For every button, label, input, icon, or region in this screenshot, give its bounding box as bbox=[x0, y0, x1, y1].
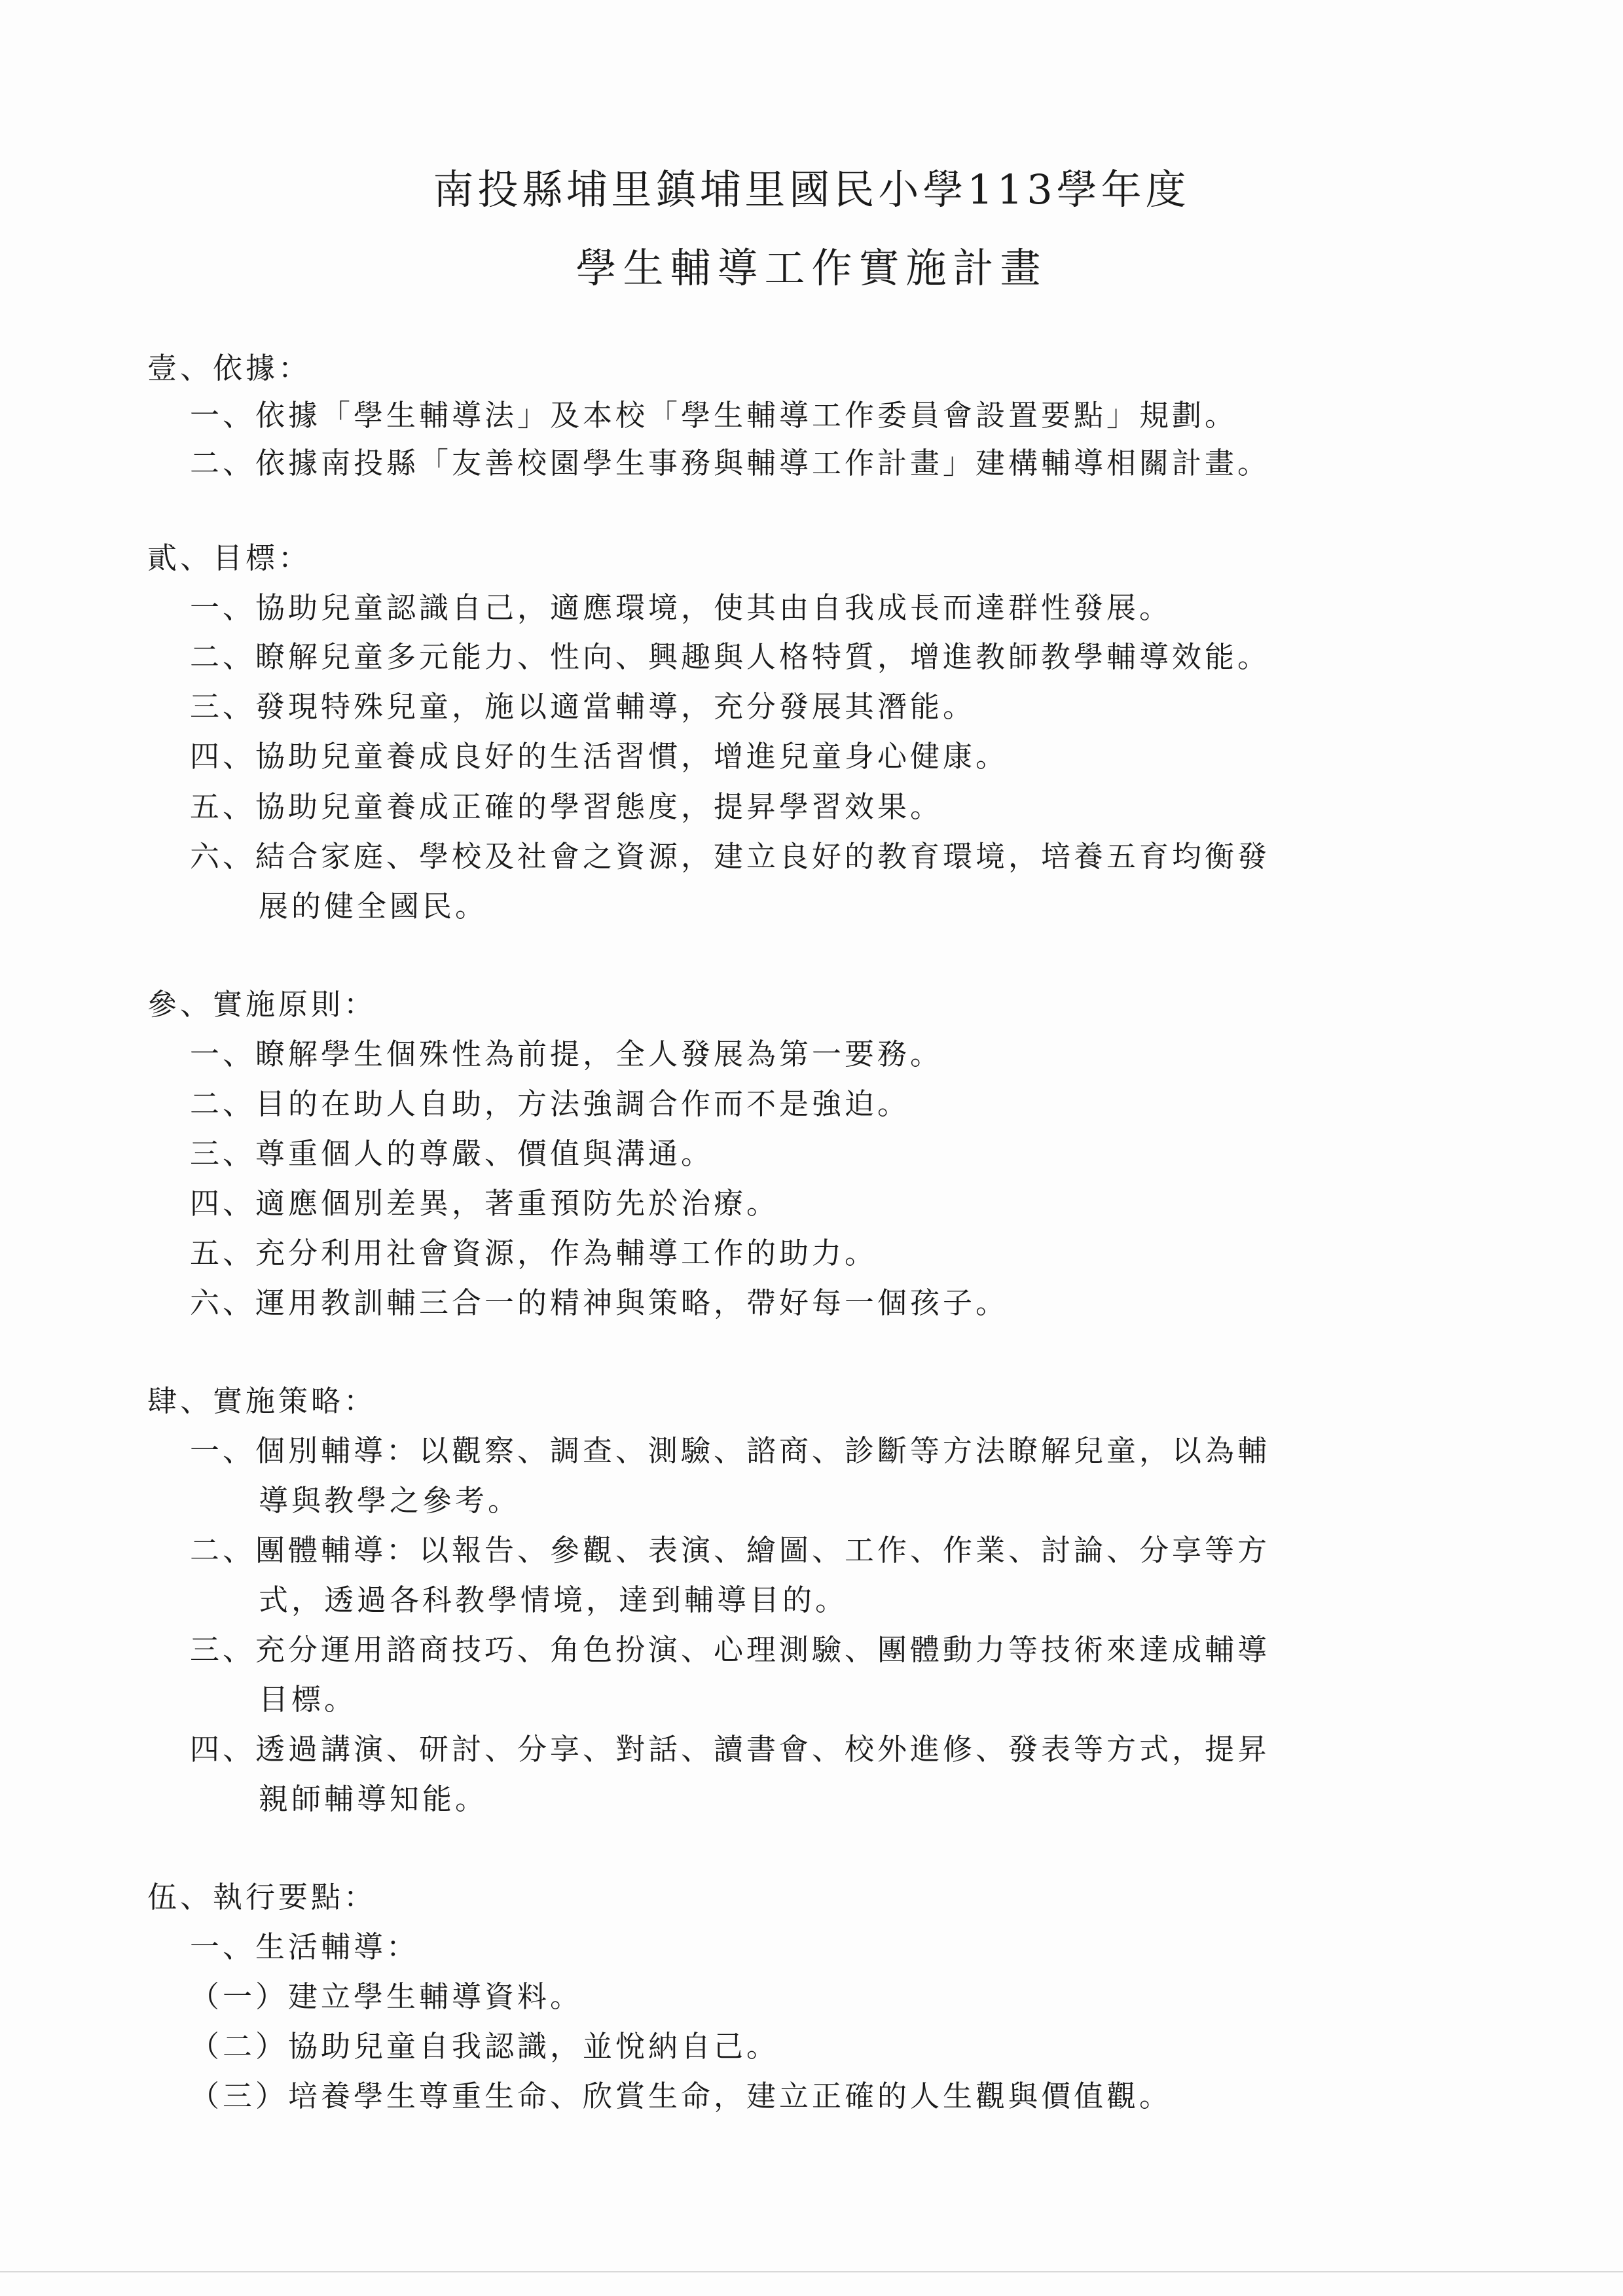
section-heading: 壹、依據： bbox=[147, 351, 312, 386]
document-title-line-1: 南投縣埔里鎮埔里國民小學113學年度 bbox=[433, 166, 1190, 213]
section-item: 一、瞭解學生個殊性為前提，全人發展為第一要務。 bbox=[190, 1037, 943, 1071]
section-item: 三、充分運用諮商技巧、角色扮演、心理測驗、團體動力等技術來達成輔導 bbox=[190, 1632, 1271, 1667]
section-item: 三、發現特殊兒童，施以適當輔導，充分發展其潛能。 bbox=[190, 689, 976, 724]
document-title-line-2: 學生輔導工作實施計畫 bbox=[575, 244, 1048, 292]
section-subitem: （三）培養學生尊重生命、欣賞生命，建立正確的人生觀與價值觀。 bbox=[190, 2079, 1173, 2113]
section-heading: 參、實施原則： bbox=[147, 987, 377, 1022]
section-item: 一、生活輔導： bbox=[190, 1929, 420, 1964]
section-item-continuation: 親師輔導知能。 bbox=[259, 1782, 488, 1816]
section-subitem: （二）協助兒童自我認識，並悅納自己。 bbox=[190, 2029, 780, 2064]
section-item: 五、充分利用社會資源，作為輔導工作的助力。 bbox=[190, 1236, 878, 1270]
section-item-continuation: 導與教學之參考。 bbox=[259, 1483, 521, 1518]
section-item: 二、團體輔導：以報告、參觀、表演、繪圖、工作、作業、討論、分享等方 bbox=[190, 1533, 1271, 1568]
section-item: 四、協助兒童養成良好的生活習慣，增進兒童身心健康。 bbox=[190, 739, 1009, 774]
section-subitem: （一）建立學生輔導資料。 bbox=[190, 1979, 583, 2014]
section-item: 二、瞭解兒童多元能力、性向、興趣與人格特質，增進教師教學輔導效能。 bbox=[190, 639, 1271, 674]
section-item: 六、運用教訓輔三合一的精神與策略，帶好每一個孩子。 bbox=[190, 1285, 1009, 1320]
section-item: 一、協助兒童認識自己，適應環境，使其由自我成長而達群性發展。 bbox=[190, 590, 1173, 625]
section-item: 四、透過講演、研討、分享、對話、讀書會、校外進修、發表等方式，提昇 bbox=[190, 1732, 1271, 1767]
section-heading: 伍、執行要點： bbox=[147, 1880, 377, 1914]
section-item: 二、目的在助人自助，方法強調合作而不是強迫。 bbox=[190, 1086, 911, 1121]
section-item: 六、結合家庭、學校及社會之資源，建立良好的教育環境，培養五育均衡發 bbox=[190, 839, 1271, 874]
section-item: 一、個別輔導：以觀察、調查、測驗、諮商、診斷等方法瞭解兒童，以為輔 bbox=[190, 1433, 1271, 1468]
section-item: 三、尊重個人的尊嚴、價值與溝通。 bbox=[190, 1136, 714, 1171]
section-item: 二、依據南投縣「友善校園學生事務與輔導工作計畫」建構輔導相關計畫。 bbox=[190, 446, 1271, 480]
scan-edge-divider bbox=[0, 2271, 1623, 2272]
section-item: 一、依據「學生輔導法」及本校「學生輔導工作委員會設置要點」規劃。 bbox=[190, 398, 1238, 433]
section-item-continuation: 式，透過各科教學情境，達到輔導目的。 bbox=[259, 1583, 848, 1617]
section-item: 四、適應個別差異，著重預防先於治療。 bbox=[190, 1186, 780, 1221]
section-item-continuation: 展的健全國民。 bbox=[259, 889, 488, 924]
section-heading: 肆、實施策略： bbox=[147, 1384, 377, 1418]
section-item-continuation: 目標。 bbox=[259, 1682, 357, 1717]
section-heading: 貳、目標： bbox=[147, 541, 312, 575]
section-item: 五、協助兒童養成正確的學習態度，提昇學習效果。 bbox=[190, 789, 943, 824]
